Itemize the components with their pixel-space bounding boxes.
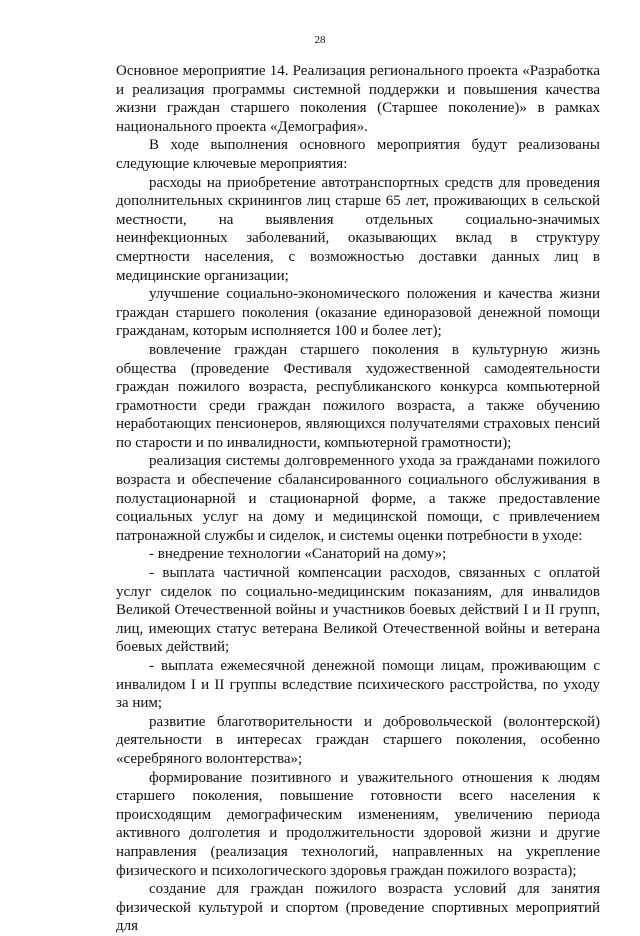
paragraph-compensation: - выплата частичной компенсации расходов, связанных с оплатой услуг сиделок по социально-медицинским показаниям, для инвалидов Великой Отечественной войны и участников боевых действий I и II групп, лиц, имеющих статус ветерана Великой Отечественной войны и ветерана боевых действий; (116, 565, 600, 656)
page-number: 28 (314, 34, 326, 46)
paragraph-vehicle-expenses: расходы на приобретение автотранспортных средств для проведения дополнительных скринингов лиц старше 65 лет, проживающих в сельской местности, на выявления отдельных социально-значимых неинфекционных заболеваний, оказывающих вклад в структуру смертности населения, с возможностью доставки данных лиц в медицинские организации; (116, 174, 600, 284)
paragraph-volunteering: развитие благотворительности и добровольческой (волонтерской) деятельности в интересах граждан старшего поколения, особенно «серебряного волонтерства»; (116, 713, 600, 767)
paragraph-intro: В ходе выполнения основного мероприятия будут реализованы следующие ключевые мероприятия: (116, 137, 600, 172)
paragraph-positive-attitude: формирование позитивного и уважительного отношения к людям старшего поколения, повышение готовности всего населения к происходящим демографическим изменениям, увеличению периода активного долголетия и продолжительности здоровой жизни и другие направления (реализация технологий, направленных на укрепление физического и психологического здоровья граждан пожилого возраста); (116, 769, 600, 879)
paragraph-sports: создание для граждан пожилого возраста условий для занятия физической культурой и спортом (проведение спортивных мероприятий для (116, 881, 600, 935)
document-body (116, 62, 600, 936)
paragraph-socioeconomic: улучшение социально-экономического положения и качества жизни граждан старшего поколения (оказание единоразовой денежной помощи гражданам, которым исполняется 100 и более лет); (116, 286, 600, 340)
paragraph-cultural-life: вовлечение граждан старшего поколения в культурную жизнь общества (проведение Фестиваля художественной самодеятельности граждан пожилого возраста, республиканского конкурса компьютерной грамотности среди граждан пожилого возраста, а также обучению неработающих пенсионеров, являющихся получателями страховых пенсий по старости и по инвалидности, компьютерной грамотности); (116, 341, 600, 451)
paragraph-long-term-care: реализация системы долговременного ухода за гражданами пожилого возраста и обеспечение сбалансированного социального обслуживания в полустационарной и стационарной форме, а также предоставление социальных услуг на дому и медицинской помощи, с привлечением патронажной службы и сиделок, и системы оценки потребности в уходе: (116, 453, 600, 544)
paragraph-main-event: Основное мероприятие 14. Реализация регионального проекта «Разработка и реализация программы системной поддержки и повышения качества жизни граждан старшего поколения (Старшее поколение)» в рамках национального проекта «Демография». (116, 63, 600, 135)
paragraph-sanatorium: - внедрение технологии «Санаторий на дому»; (149, 546, 447, 563)
paragraph-monthly-payment: - выплата ежемесячной денежной помощи лицам, проживающим с инвалидом I и II группы вследствие психического расстройства, по уходу за ним; (116, 658, 600, 712)
